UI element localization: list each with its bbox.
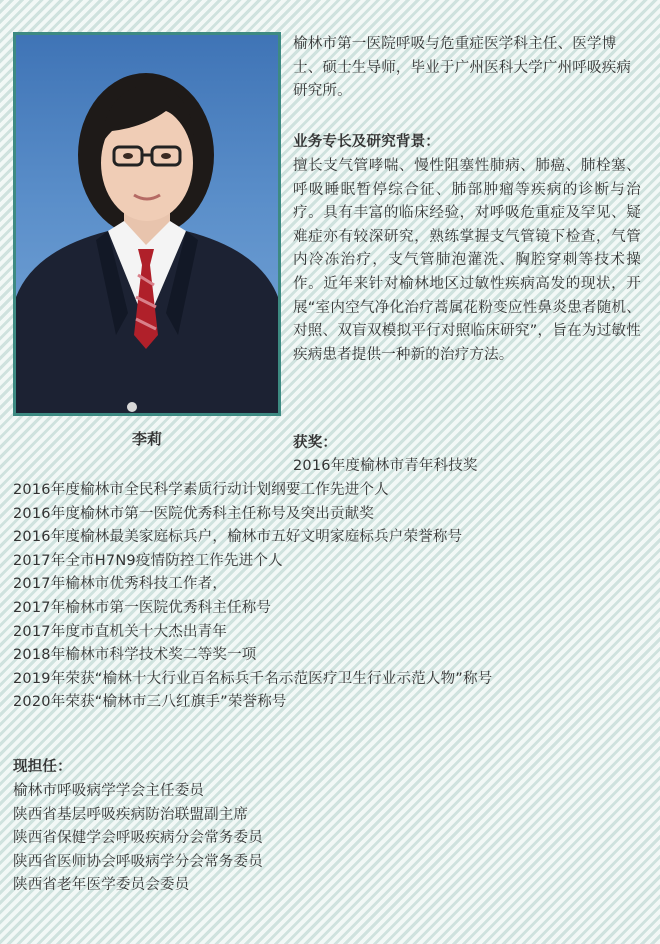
intro-text: 榆林市第一医院呼吸与危重症医学科主任、医学博士、硕士生导师，毕业于广州医科大学广州呼吸疾病研究所。 [293, 36, 632, 100]
person-name: 李莉 [131, 430, 162, 448]
award-item: 2017年全市H7N9疫情防控工作先进个人 [13, 552, 283, 569]
award-item: 2016年度榆林市第一医院优秀科主任称号及突出贡献奖 [13, 505, 375, 522]
background-text: 擅长支气管哮喘、慢性阻塞性肺病、肺癌、肺栓塞、呼吸睡眠暂停综合征、肺部肿瘤等疾病的诊断与治疗。具有丰富的临床经验，对呼吸危重症及罕见、疑难症亦有较深研究，熟练掌握支气管镜下检查，气管内冷冻治疗，支气管肺泡灌洗、胸腔穿刺等技术操作。近年来针对榆林地区过敏性疾病高发的现状，开展“室内空气净化治疗蒿属花粉变应性鼻炎患者随机、对照、双盲双模拟平行对照临床研究”，旨在为过敏性疾病患者提供一种新的治疗方法。 [293, 158, 641, 363]
awards-list [13, 479, 643, 715]
awards-heading: 获奖： [293, 435, 338, 451]
position-item: 陕西省保健学会呼吸疾病分会常务委员 [13, 830, 263, 847]
positions-list [13, 780, 643, 898]
award-item: 2016年度榆林市全民科学素质行动计划纲要工作先进个人 [13, 482, 389, 498]
position-item: 陕西省老年医学委员会委员 [13, 877, 190, 894]
position-item: 榆林市呼吸病学学会主任委员 [13, 783, 205, 799]
background-heading: 业务专长及研究背景： [293, 134, 440, 150]
award-item: 2016年度榆林最美家庭标兵户，榆林市五好文明家庭标兵户荣誉称号 [13, 529, 463, 546]
award-item: 2017年榆林市第一医院优秀科主任称号 [13, 599, 272, 616]
position-item: 陕西省基层呼吸疾病防治联盟副主席 [13, 806, 249, 823]
position-item: 陕西省医师协会呼吸病学分会常务委员 [13, 853, 263, 870]
award-item: 2018年榆林市科学技术奖二等奖一项 [13, 647, 257, 664]
award-item: 2016年度榆林市青年科技奖 [293, 458, 478, 474]
award-item: 2017年榆林市优秀科技工作者， [13, 576, 228, 593]
positions-heading: 现担任： [13, 759, 72, 775]
portrait-photo [13, 32, 281, 416]
award-item: 2017年度市直机关十大杰出青年 [13, 623, 228, 640]
award-item: 2020年荣获“榆林市三八红旗手”荣誉称号 [13, 694, 287, 711]
award-item: 2019年荣获“榆林十大行业百名标兵千名示范医疗卫生行业示范人物”称号 [13, 670, 493, 687]
